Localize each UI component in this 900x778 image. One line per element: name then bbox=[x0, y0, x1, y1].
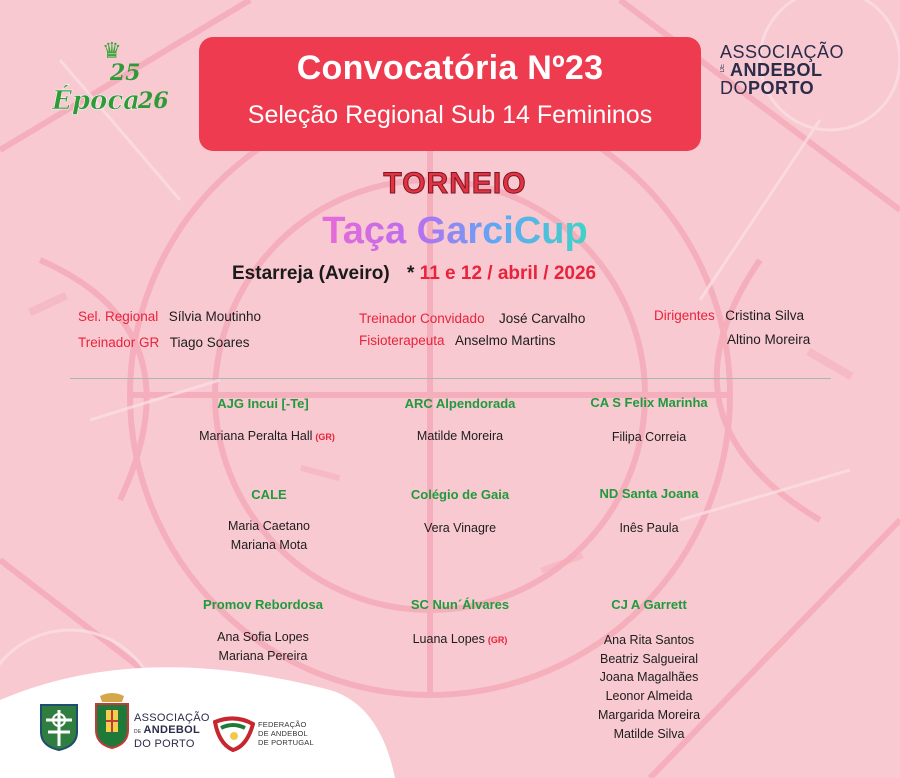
title-banner bbox=[199, 37, 701, 151]
association-logo-do: DO bbox=[720, 78, 748, 98]
club-name: CALE bbox=[251, 487, 287, 502]
season-word: Época bbox=[52, 86, 141, 116]
player-name-text: Luana Lopes bbox=[412, 632, 485, 646]
staff-name: Anselmo Martins bbox=[455, 333, 556, 348]
goalkeeper-tag: (GR) bbox=[487, 635, 508, 645]
crown-icon: ♛ bbox=[102, 38, 122, 63]
club-name: SC Nun´Álvares bbox=[410, 597, 510, 612]
season-logo bbox=[48, 38, 173, 120]
event-name: Taça GarciCup bbox=[322, 210, 588, 252]
association-logo-line3 bbox=[720, 78, 814, 99]
player-name: Ana Sofia Lopes bbox=[217, 630, 309, 644]
event-name-wrap bbox=[0, 210, 900, 253]
staff-name: José Carvalho bbox=[499, 311, 586, 326]
club-name: CA S Felix Marinha bbox=[590, 395, 708, 410]
player-name: Joana Magalhães bbox=[599, 670, 699, 684]
player-name: Beatriz Salgueiral bbox=[600, 652, 698, 666]
fed-line2: DE ANDEBOL bbox=[258, 729, 308, 738]
association-logo-de: DE bbox=[720, 64, 726, 73]
club-name: Promov Rebordosa bbox=[203, 597, 323, 612]
player-name: Matilde Moreira bbox=[416, 429, 504, 443]
staff-entry bbox=[654, 307, 804, 325]
staff-name: Tiago Soares bbox=[169, 335, 250, 350]
season-year-top: 25 bbox=[110, 60, 141, 86]
club-name: CJ A Garrett bbox=[611, 597, 687, 612]
event-location: Estarreja (Aveiro) bbox=[232, 263, 390, 284]
page-subtitle: Seleção Regional Sub 14 Femininos bbox=[247, 101, 653, 129]
club-name: AJG Incui [-Te] bbox=[217, 396, 309, 411]
player-name: Filipa Correia bbox=[611, 430, 687, 444]
staff-entry bbox=[359, 332, 556, 350]
staff-role: Dirigentes bbox=[654, 308, 715, 323]
section-divider bbox=[70, 378, 831, 379]
staff-role: Fisioterapeuta bbox=[359, 333, 445, 348]
federation-emblem-icon bbox=[213, 716, 255, 752]
staff-role: Sel. Regional bbox=[78, 309, 159, 324]
goalkeeper-tag: (GR) bbox=[315, 432, 335, 442]
staff-entry bbox=[78, 308, 261, 326]
event-dates: 11 e 12 / abril / 2026 bbox=[419, 263, 597, 284]
footer-assoc-line1: ASSOCIAÇÃO bbox=[134, 712, 210, 724]
player-name: Matilde Silva bbox=[613, 727, 685, 741]
staff-name: Sílvia Moutinho bbox=[168, 309, 262, 324]
club-name: ARC Alpendorada bbox=[404, 396, 516, 411]
staff-entry bbox=[359, 310, 585, 328]
association-logo-porto: PORTO bbox=[748, 78, 815, 98]
footer-association-logo bbox=[134, 712, 210, 750]
staff-name: Altino Moreira bbox=[727, 332, 811, 347]
footer-logos bbox=[38, 690, 318, 760]
association-logo-line1: ASSOCIAÇÃO bbox=[720, 42, 845, 62]
event-location-line bbox=[232, 263, 596, 285]
staff-role: Treinador Convidado bbox=[359, 311, 485, 326]
association-logo bbox=[720, 42, 855, 98]
fed-line1: FEDERAÇÃO bbox=[258, 720, 307, 729]
player-name: Vera Vinagre bbox=[423, 521, 497, 535]
association-crest-icon bbox=[92, 692, 132, 750]
season-year-bottom: 26 bbox=[138, 88, 169, 114]
player-name: Margarida Moreira bbox=[597, 708, 701, 722]
footer-assoc-line2: ANDEBOL bbox=[143, 724, 201, 736]
association-logo-line2: ANDEBOL bbox=[730, 60, 823, 80]
player-name-text: Mariana Peralta Hall bbox=[199, 429, 313, 443]
player-name: Maria Caetano bbox=[228, 519, 310, 533]
player-name: Mariana Pereira bbox=[218, 649, 308, 663]
fap-emblem-icon bbox=[38, 702, 80, 752]
club-name: Colégio de Gaia bbox=[410, 487, 510, 502]
footer-assoc-de: DE bbox=[134, 729, 142, 735]
player-name bbox=[370, 630, 550, 650]
player-name: Inês Paula bbox=[619, 521, 679, 535]
club-name: ND Santa Joana bbox=[599, 486, 699, 501]
staff-role: Treinador GR bbox=[78, 335, 160, 350]
fed-line3: DE PORTUGAL bbox=[258, 738, 314, 747]
event-type: TORNEIO bbox=[383, 167, 527, 200]
staff-entry bbox=[727, 331, 810, 349]
player-name: Mariana Mota bbox=[230, 538, 308, 552]
event-separator: * bbox=[406, 263, 415, 284]
footer-assoc-line3: DO PORTO bbox=[134, 738, 195, 750]
player-name: Leonor Almeida bbox=[605, 689, 693, 703]
federation-text bbox=[258, 720, 314, 747]
player-name bbox=[177, 427, 357, 447]
page-title: Convocatória Nº23 bbox=[296, 49, 604, 87]
staff-name: Cristina Silva bbox=[725, 308, 805, 323]
player-name: Ana Rita Santos bbox=[603, 633, 695, 647]
staff-entry bbox=[78, 334, 250, 352]
